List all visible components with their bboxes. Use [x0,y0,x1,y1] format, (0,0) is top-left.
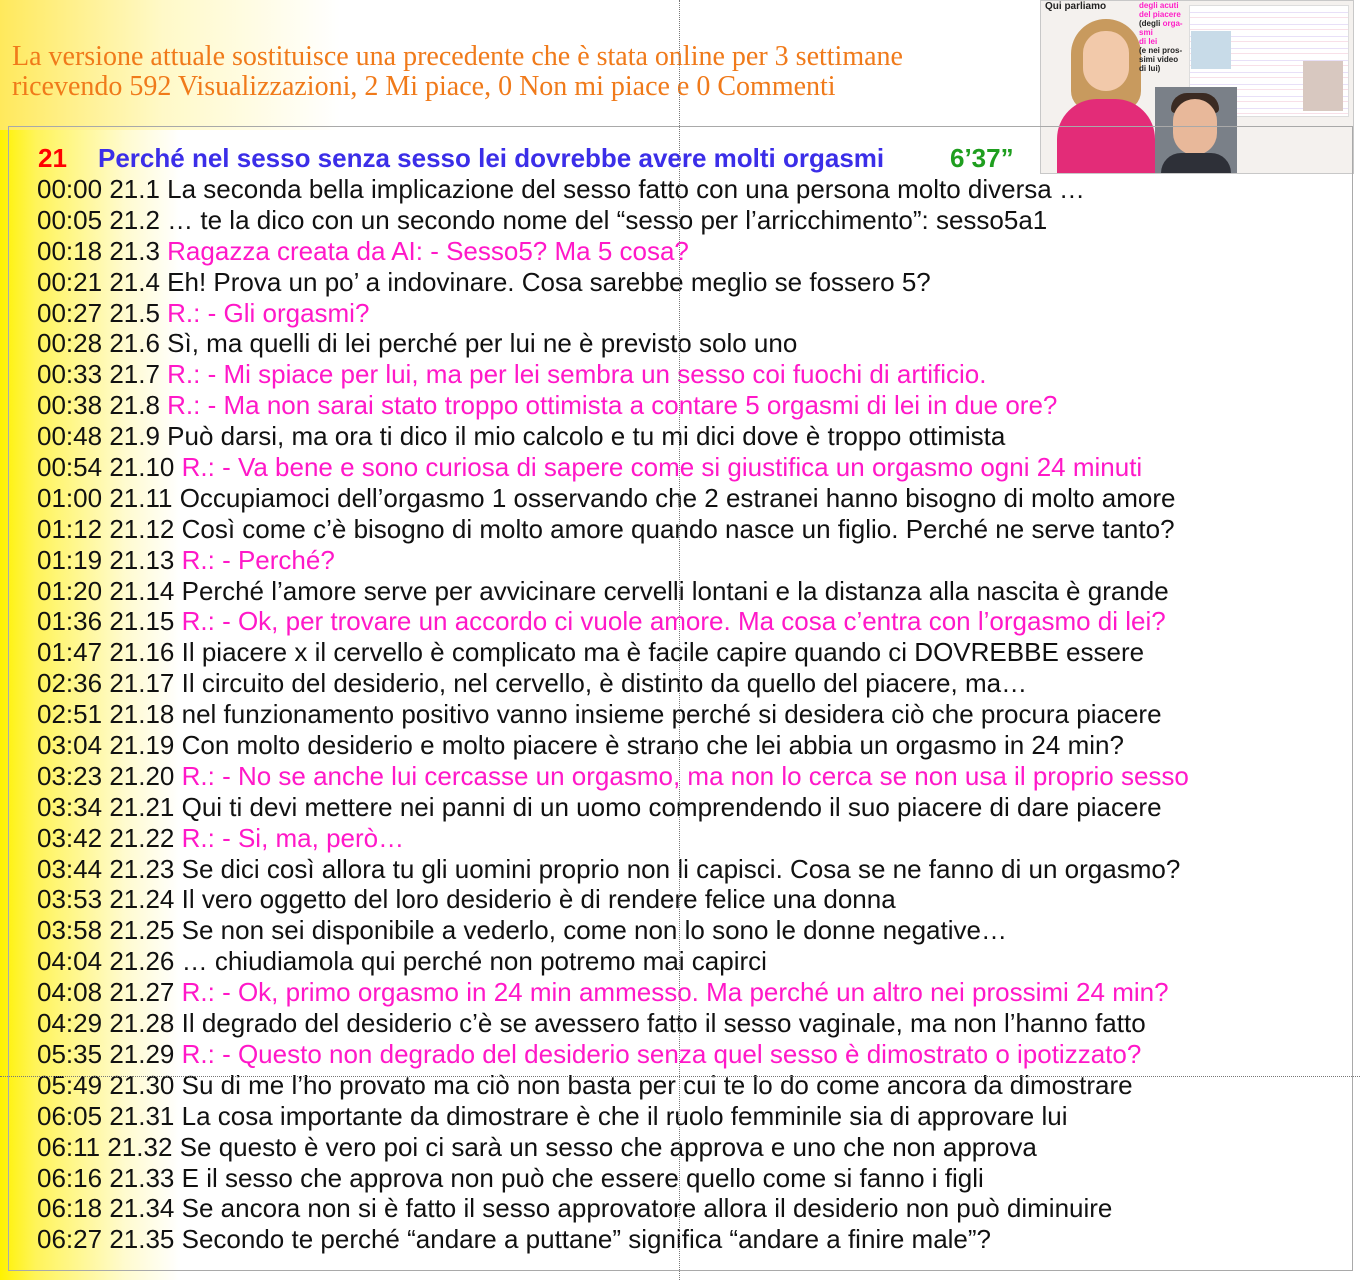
transcript-line [37,668,1337,699]
transcript-line [37,854,1337,885]
line-id: 21.5 [109,297,160,328]
line-text: E il sesso che approva non può che essere quello come si fanno i figli [181,1162,984,1193]
line-id: 21.32 [107,1131,173,1162]
thumbnail-overlay-text: degli acuti del piacere (degli orga- smi di lei (e nei pros- simi video di lui) [1139,1,1183,73]
line-id: 21.29 [109,1038,175,1069]
timestamp: 01:36 [37,606,103,637]
transcript-line [37,1039,1337,1070]
line-text: La seconda bella implicazione del sesso fatto con una persona molto diversa … [167,174,1085,204]
line-text: Secondo te perché “andare a puttane” significa “andare a finire male”? [181,1224,992,1255]
timestamp: 01:47 [37,637,103,668]
timestamp: 05:49 [37,1069,103,1100]
timestamp: 06:27 [37,1224,103,1255]
guide-line-horizontal [0,1076,1360,1077]
transcript-line [37,236,1337,267]
line-id: 21.8 [109,390,160,421]
transcript-lines [37,174,1337,1255]
line-text: Ragazza creata da AI: - Sesso5? Ma 5 cosa? [167,235,689,266]
timestamp: 00:48 [37,421,103,452]
transcript-line [37,328,1337,359]
timestamp: 03:04 [37,730,103,761]
line-id: 21.35 [109,1224,175,1255]
timestamp: 03:42 [37,822,103,853]
line-text: R.: - No se anche lui cercasse un orgasmo, ma non lo cerca se non usa il proprio sesso [181,760,1189,791]
transcript-line [37,761,1337,792]
line-text: R.: - Questo non degrado del desiderio senza quel sesso è dimostrato o ipotizzato? [181,1038,1142,1069]
transcript-line [37,359,1337,390]
transcript-line [37,946,1337,977]
line-text: R.: - Va bene e sono curiosa di sapere come si giustifica un orgasmo ogni 24 minuti [181,452,1143,483]
line-id: 21.24 [109,884,175,915]
line-id: 21.13 [109,544,175,575]
timestamp: 00:28 [37,328,103,359]
chapter-number: 21 [38,143,67,173]
timestamp: 02:36 [37,668,103,699]
line-id: 21.33 [109,1162,175,1193]
transcript-line [37,483,1337,514]
line-id: 21.10 [109,452,175,483]
transcript-line [37,792,1337,823]
timestamp: 00:00 [37,174,103,204]
line-text: Eh! Prova un po’ a indovinare. Cosa sarebbe meglio se fossero 5? [167,266,931,297]
line-text: … te la dico con un secondo nome del “sesso per l’arricchimento”: sesso5a1 [167,204,1048,235]
transcript-line [37,1070,1337,1101]
timestamp: 04:29 [37,1008,103,1039]
line-text: Qui ti devi mettere nei panni di un uomo comprendendo il suo piacere di dare piacere [181,791,1162,822]
chapter-duration: 6’37” [950,143,1014,173]
transcript-line [37,1163,1337,1194]
timestamp: 04:08 [37,977,103,1008]
line-text: … chiudiamola qui perché non potremo mai capirci [181,946,767,977]
transcript-line [37,730,1337,761]
line-text: Se non sei disponibile a vederlo, come non lo sono le donne negative… [181,915,1007,946]
timestamp: 03:53 [37,884,103,915]
timestamp: 03:44 [37,853,103,884]
line-text: Può darsi, ma ora ti dico il mio calcolo e tu mi dici dove è troppo ottimista [167,421,1006,452]
line-text: Sì, ma quelli di lei perché per lui ne è previsto solo uno [167,328,798,359]
version-notice [12,42,1042,102]
timestamp: 01:12 [37,513,103,544]
line-text: R.: - Ok, per trovare un accordo ci vuole amore. Ma cosa c’entra con l’orgasmo di lei? [181,606,1166,637]
line-text: Occupiamoci dell’orgasmo 1 osservando che 2 estranei hanno bisogno di molto amore [179,482,1176,513]
line-id: 21.25 [109,915,175,946]
line-id: 21.28 [109,1008,175,1039]
line-id: 21.1 [109,174,160,204]
timestamp: 05:35 [37,1038,103,1069]
timestamp: 03:34 [37,791,103,822]
line-id: 21.27 [109,977,175,1008]
transcript-line [37,915,1337,946]
line-id: 21.34 [109,1193,175,1224]
timestamp: 06:05 [37,1100,103,1131]
line-id: 21.9 [109,421,160,452]
transcript-line [37,298,1337,329]
timestamp: 04:04 [37,946,103,977]
transcript-line [37,514,1337,545]
line-text: Se dici così allora tu gli uomini proprio non li capisci. Cosa se ne fanno di un orgasmo? [181,853,1181,884]
line-text: R.: - Mi spiace per lui, ma per lei sembra un sesso coi fuochi di artificio. [167,359,987,390]
transcript-line [37,1224,1337,1255]
timestamp: 02:51 [37,699,103,730]
line-text: Su di me l’ho provato ma ciò non basta per cui te lo do come ancora da dimostrare [181,1069,1133,1100]
transcript-line [37,823,1337,854]
line-id: 21.31 [109,1100,175,1131]
transcript-line [37,699,1337,730]
line-text: Con molto desiderio e molto piacere è strano che lei abbia un orgasmo in 24 min? [181,730,1124,761]
line-text: Il vero oggetto del loro desiderio è di rendere felice una donna [181,884,896,915]
line-text: Il degrado del desiderio c’è se avessero fatto il sesso vaginale, ma non l’hanno fatto [181,1008,1146,1039]
transcript-line [37,452,1337,483]
line-id: 21.17 [109,668,175,699]
chapter-title: Perché nel sesso senza sesso lei dovrebbe avere molti orgasmi [98,143,885,173]
timestamp: 06:16 [37,1162,103,1193]
timestamp: 01:19 [37,544,103,575]
line-id: 21.16 [109,637,175,668]
line-text: R.: - Si, ma, però… [181,822,405,853]
transcript-line [37,267,1337,298]
guide-line-vertical [679,0,680,1280]
transcript-line [37,576,1337,607]
transcript-line [37,977,1337,1008]
line-text: nel funzionamento positivo vanno insieme perché si desidera ciò che procura piacere [181,699,1162,730]
transcript-line [37,205,1337,236]
timestamp: 03:58 [37,915,103,946]
timestamp: 00:38 [37,390,103,421]
line-id: 21.11 [109,482,173,513]
line-text: Se questo è vero poi ci sarà un sesso che approva e uno che non approva [179,1131,1037,1162]
line-id: 21.7 [109,359,160,390]
timestamp: 00:18 [37,235,103,266]
transcript-line [37,174,1337,205]
transcript-line [37,545,1337,576]
line-id: 21.18 [109,699,175,730]
line-text: R.: - Perché? [181,544,335,575]
line-text: R.: - Gli orgasmi? [167,297,370,328]
line-text: R.: - Ma non sarai stato troppo ottimista a contare 5 orgasmi di lei in due ore? [167,390,1058,421]
line-text: Il circuito del desiderio, nel cervello, è distinto da quello del piacere, ma… [181,668,1028,699]
line-text: La cosa importante da dimostrare è che il ruolo femminile sia di approvare lui [181,1100,1068,1131]
line-id: 21.6 [109,328,160,359]
transcript-line [37,390,1337,421]
timestamp: 01:00 [37,482,103,513]
thumbnail-photo [1191,31,1231,69]
line-id: 21.26 [109,946,175,977]
timestamp: 00:21 [37,266,103,297]
line-text: Perché l’amore serve per avvicinare cervelli lontani e la distanza alla nascita è grande [181,575,1169,606]
line-id: 21.30 [109,1069,175,1100]
thumbnail-photo [1303,61,1343,111]
timestamp: 00:05 [37,204,103,235]
timestamp: 03:23 [37,760,103,791]
line-id: 21.14 [109,575,175,606]
thumbnail-caption: Qui parliamo [1045,1,1107,12]
transcript-line [37,1008,1337,1039]
transcript-line [37,1193,1337,1224]
transcript-line [37,1132,1337,1163]
line-id: 21.21 [109,791,175,822]
line-text: Così come c’è bisogno di molto amore quando nasce un figlio. Perché ne serve tanto? [181,513,1175,544]
notice-line-1: La versione attuale sostituisce una precedente che è stata online per 3 settimane [12,41,903,72]
line-text: R.: - Ok, primo orgasmo in 24 min ammesso. Ma perché un altro nei prossimi 24 min? [181,977,1169,1008]
transcript-line [37,421,1337,452]
line-id: 21.23 [109,853,175,884]
timestamp: 06:11 [37,1131,101,1162]
notice-line-2: ricevendo 592 Visualizzazioni, 2 Mi piace, 0 Non mi piace e 0 Commenti [12,71,836,102]
transcript-line [37,637,1337,668]
line-text: Se ancora non si è fatto il sesso approvatore allora il desiderio non può diminuire [181,1193,1113,1224]
line-id: 21.22 [109,822,175,853]
timestamp: 00:33 [37,359,103,390]
line-id: 21.3 [109,235,160,266]
line-id: 21.19 [109,730,175,761]
line-id: 21.15 [109,606,175,637]
transcript-line [37,1101,1337,1132]
line-id: 21.20 [109,760,175,791]
timestamp: 00:54 [37,452,103,483]
timestamp: 06:18 [37,1193,103,1224]
timestamp: 01:20 [37,575,103,606]
line-id: 21.4 [109,266,160,297]
transcript-line [37,606,1337,637]
transcript-line [37,884,1337,915]
line-id: 21.12 [109,513,175,544]
timestamp: 00:27 [37,297,103,328]
line-text: Il piacere x il cervello è complicato ma è facile capire quando ci DOVREBBE essere [181,637,1145,668]
line-id: 21.2 [109,204,160,235]
